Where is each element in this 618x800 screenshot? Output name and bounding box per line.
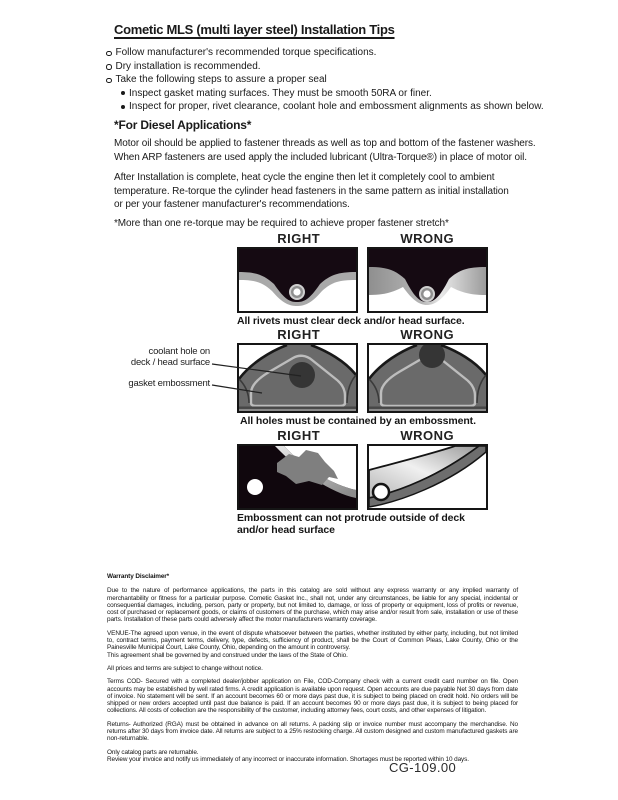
warranty-prices-paragraph: All prices and terms are subject to change without notice. [107, 664, 263, 672]
wrong-label: WRONG [400, 428, 455, 443]
list-item [121, 87, 544, 101]
coolant-right-illustration [239, 345, 356, 411]
open-bullet-icon [106, 78, 112, 84]
right-label: RIGHT [277, 231, 321, 246]
diesel-paragraph-2 [114, 171, 509, 212]
list-item [121, 100, 544, 114]
gasket-embossment-annotation: gasket embossment [128, 378, 210, 389]
right-label: RIGHT [277, 327, 321, 342]
list-item [106, 73, 544, 87]
coolant-hole-diagram-section [237, 327, 489, 427]
paragraph-line: Only catalog parts are returnable. [107, 748, 199, 756]
bullet-text: Inspect for proper, rivet clearance, coolant hole and embossment alignments as shown below. [129, 101, 544, 112]
paragraph-line: temperature. Re-torque the cylinder head fasteners in the same pattern as initial installation [114, 185, 509, 197]
filled-bullet-icon [121, 105, 125, 109]
embossment-wrong-figure [367, 444, 488, 510]
rivet-diagram-section [237, 231, 489, 327]
list-item [106, 46, 544, 60]
rivet-caption: All rivets must clear deck and/or head surface. [237, 315, 465, 327]
diesel-applications-heading: *For Diesel Applications* [114, 118, 252, 132]
annotation-line: deck / head surface [130, 357, 210, 368]
retorque-note: *More than one re-torque may be required to achieve proper fastener stretch* [114, 218, 449, 229]
paragraph-line: or per your fastener manufacturer's recommendations. [114, 199, 350, 210]
paragraph-line: VENUE-The agreed upon venue, in the event of dispute whatsoever between the parties, whether instituted by either party, including, but not limited to, contract terms, payment terms, delivery, type, defects, sufficiency of product, shall be the Court of Common Pleas, Lake County, Ohio or the Painesville Municipal Court, Lake County, Ohio, depending on the amount in controversy. [107, 629, 518, 652]
caption-line: Embossment can not protrude outside of deck [237, 512, 465, 524]
embossment-right-illustration [239, 446, 356, 508]
filled-bullet-icon [121, 91, 125, 95]
warranty-disclaimer-section [107, 573, 518, 769]
rivet-wrong-figure [367, 247, 488, 313]
embossment-wrong-illustration [369, 446, 486, 508]
annotation-line: coolant hole on [148, 346, 210, 357]
open-bullet-icon [106, 64, 112, 70]
warranty-catalog-paragraph [107, 749, 518, 764]
paragraph-line: After Installation is complete, heat cycle the engine then let it completely cool to ambient [114, 172, 495, 183]
rivet-right-figure [237, 247, 358, 313]
embossment-right-figure [237, 444, 358, 510]
coolant-right-figure [237, 343, 358, 413]
bullet-text: Take the following steps to assure a proper seal [115, 74, 327, 85]
warranty-liability-paragraph: Due to the nature of performance applications, the parts in this catalog are sold without any express warranty or any implied warranty of merchantability or fitness for a particular purpose. Cometic Gasket Inc., shall not, under any circumstances, be liable for any special, incidental or consequential damages, including, person, party or property, but not limited to, damage, or loss of property or equipment, loss of profits or revenue, cost of purchased or replacement goods, or claims of customers of the purchase, which may arise and/or result from sale, installation or use of these parts. Installation of these parts could adversely affect the motor manufacturers warranty coverage. [107, 587, 518, 624]
embossment-caption [237, 512, 489, 536]
coolant-hole-annotation [112, 346, 210, 368]
wrong-label: WRONG [400, 231, 455, 246]
caption-line: and/or head surface [237, 524, 335, 536]
list-item [106, 60, 544, 74]
bullet-text: Dry installation is recommended. [115, 60, 261, 72]
warranty-heading: Warranty Disclaimer* [107, 573, 170, 580]
paragraph-line: Review your invoice and notify us immediately of any incorrect or inaccurate information. Shortages must be reported within 10 days. [107, 755, 469, 763]
bullet-text: Inspect gasket mating surfaces. They must be smooth 50RA or finer. [129, 87, 432, 99]
page-title: Cometic MLS (multi layer steel) Installation Tips [114, 22, 395, 37]
installation-tips-list [106, 46, 544, 114]
paragraph-line: When ARP fasteners are used apply the included lubricant (Ultra-Torque®) in place of motor oil. [114, 151, 527, 163]
wrong-label: WRONG [400, 327, 455, 342]
bullet-text: Follow manufacturer's recommended torque specifications. [115, 47, 377, 58]
coolant-wrong-illustration [369, 345, 486, 411]
diesel-paragraph-1 [114, 137, 536, 164]
warranty-terms-paragraph: Terms COD- Secured with a completed dealer/jobber application on File, COD-Company check with a current credit card number on file. Open accounts may be established by well rated firms. A credit application is available upon request. Open accounts are due payable Net 30 days from date of invoice. No statement will be sent. If an account becomes 60 or more days past due, it is subject to being placed on credit hold. No orders will be shipped or new orders accepted until past due balance is paid. If an account becomes 90 or more days past due, it is subject to being placed for collections. All costs of collection are the responsibility of the customer, including attorney fees, court costs, and other expenses of litigation. [107, 678, 518, 715]
warranty-returns-paragraph: Returns- Authorized (RGA) must be obtained in advance on all returns. A packing slip or invoice number must accompany the merchandise. No returns after 30 days from invoice date. All returns are subject to a 25% restocking charge. All custom designed and custom manufactured gaskets are non-returnable. [107, 720, 518, 743]
paragraph-line: Motor oil should be applied to fastener threads as well as top and bottom of the fastener washers. [114, 138, 536, 149]
rivet-wrong-illustration [369, 249, 486, 311]
embossment-diagram-section [237, 428, 489, 536]
open-bullet-icon [106, 51, 112, 57]
paragraph-line: This agreement shall be governed by and construed under the laws of the State of Ohio. [107, 651, 348, 659]
coolant-wrong-figure [367, 343, 488, 413]
right-label: RIGHT [277, 428, 321, 443]
coolant-caption: All holes must be contained by an embossment. [240, 415, 476, 427]
rivet-right-illustration [239, 249, 356, 311]
warranty-venue-paragraph [107, 630, 518, 659]
page-number: CG-109.00 [389, 760, 457, 775]
